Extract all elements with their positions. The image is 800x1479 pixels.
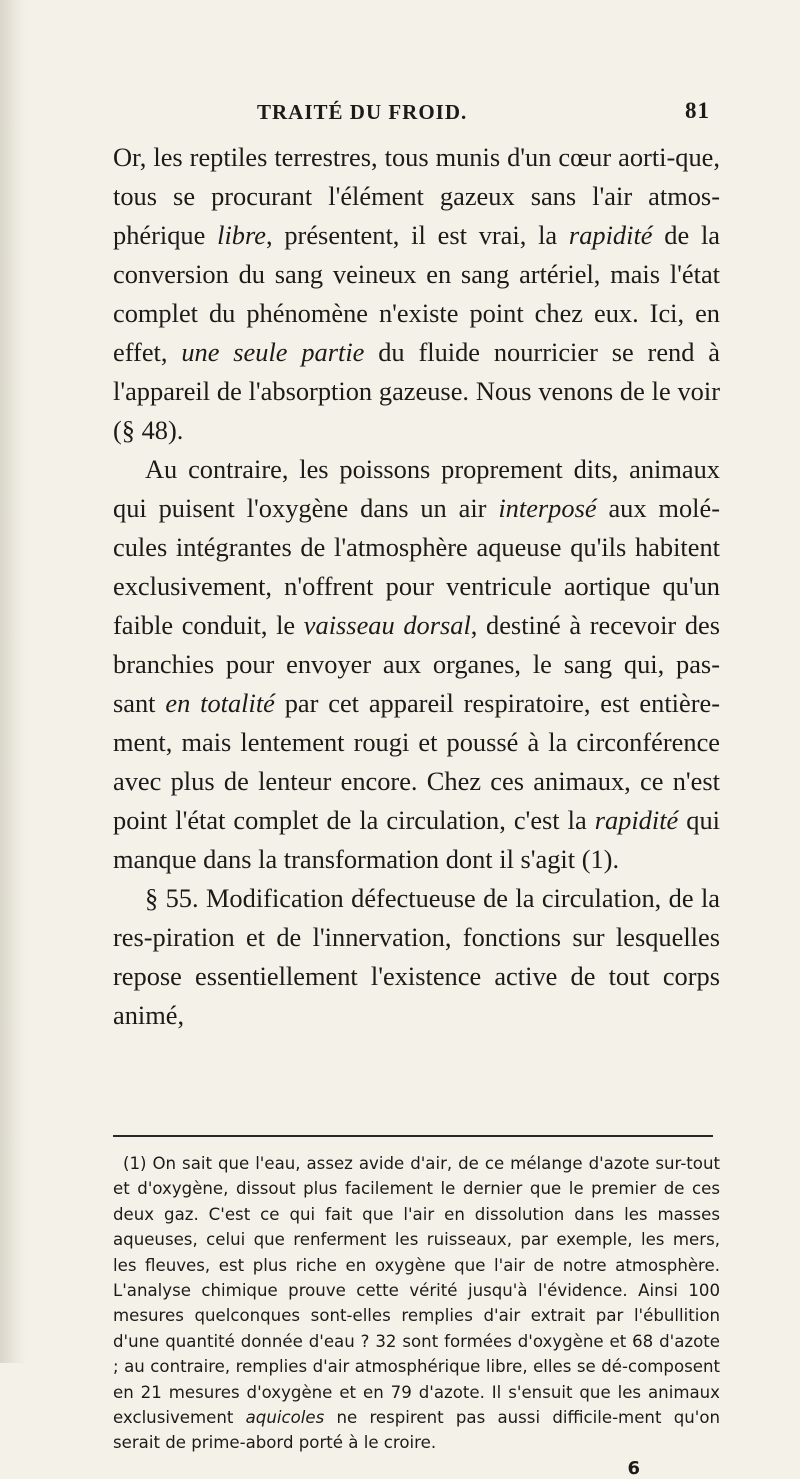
italic-run: libre bbox=[217, 220, 266, 250]
text-run: Or, les reptiles terrestres, tous munis d'un cœur aorti-que, tous se procurant l'élément gazeux sans l'air atmos-phérique bbox=[113, 142, 720, 250]
text-run: de la conversion du sang veineux en sang artériel, mais l'état complet du phénomène n'existe point chez eux. Ici, en effet, bbox=[113, 220, 720, 367]
text-run: § 55. Modification défectueuse de la circulation, de la res-piration et de l'innervation, fonctions sur lesquelles repose essentiellement l'existence active de tout corps animé, bbox=[113, 883, 720, 1030]
italic-run: en totalité bbox=[165, 688, 275, 718]
running-title: TRAITÉ DU FROID. bbox=[257, 100, 468, 124]
text-run: , destiné à recevoir des branchies pour envoyer aux organes, le sang qui, pas-sant bbox=[113, 610, 721, 718]
italic-run: interposé bbox=[498, 493, 597, 523]
text-run: par cet appareil respiratoire, est entière-ment, mais lentement rougi et poussé à la circonférence avec plus de lenteur encore. Chez ces animaux, ce n'est point l'état complet de la circulation, c'est la bbox=[113, 688, 720, 835]
text-run: ne respirent pas aussi difficile-ment qu'on serait de prime-abord porté à le croire. bbox=[113, 1408, 720, 1453]
text-run: , présentent, il est vrai, la bbox=[265, 220, 569, 250]
text-run: Au contraire, les poissons proprement dits, animaux qui puisent l'oxygène dans un air bbox=[113, 454, 720, 523]
page-binding-shadow bbox=[0, 0, 26, 1363]
italic-run: aquicoles bbox=[245, 1408, 325, 1428]
document-page bbox=[113, 94, 720, 1479]
footnote-separator bbox=[113, 1135, 713, 1137]
paragraph-section-55 bbox=[113, 879, 720, 1035]
page-number: 81 bbox=[685, 98, 710, 123]
italic-run: rapidité bbox=[594, 805, 679, 835]
paragraph-reptiles bbox=[113, 138, 720, 450]
text-run: aux molé-cules intégrantes de l'atmosphère aqueuse qu'ils habitent exclusivement, n'offrent pour ventricule aortique qu'un faible conduit, le bbox=[113, 493, 720, 640]
italic-run: une seule partie bbox=[181, 337, 365, 367]
text-run: qui manque dans la transformation dont il s'agit (1). bbox=[113, 805, 720, 874]
paragraph-poissons bbox=[113, 450, 720, 879]
italic-run: rapidité bbox=[568, 220, 653, 250]
text-run: (1) On sait que l'eau, assez avide d'air, de ce mélange d'azote sur-tout et d'oxygène, dissout plus facilement le dernier que le premier de ces deux gaz. C'est ce qui fait que l'air en dissolution dans les masses aqueuses, celui que renferment les ruisseaux, par exemple, les mers, les fleuves, est plus riche en oxygène que l'air de notre atmosphère. L'analyse chimique prouve cette vérité jusqu'à l'évidence. Ainsi 100 mesures quelconques sont-elles remplies d'air extrait par l'ébullition d'une quantité donnée d'eau ? 32 sont formées d'oxygène et 68 d'azote ; au contraire, remplies d'air atmosphérique libre, elles se dé-composent en 21 mesures d'oxygène et en 79 d'azote. Il s'ensuit que les animaux exclusivement bbox=[113, 1154, 720, 1428]
footnote bbox=[113, 1151, 720, 1456]
signature-mark: 6 bbox=[627, 1457, 640, 1479]
text-run: du fluide nourricier se rend à l'appareil de l'absorption gazeuse. Nous venons de le voir (§ 48). bbox=[113, 337, 721, 445]
body-text bbox=[113, 138, 720, 1035]
page-header bbox=[113, 94, 720, 128]
italic-run: vaisseau dorsal bbox=[303, 610, 471, 640]
